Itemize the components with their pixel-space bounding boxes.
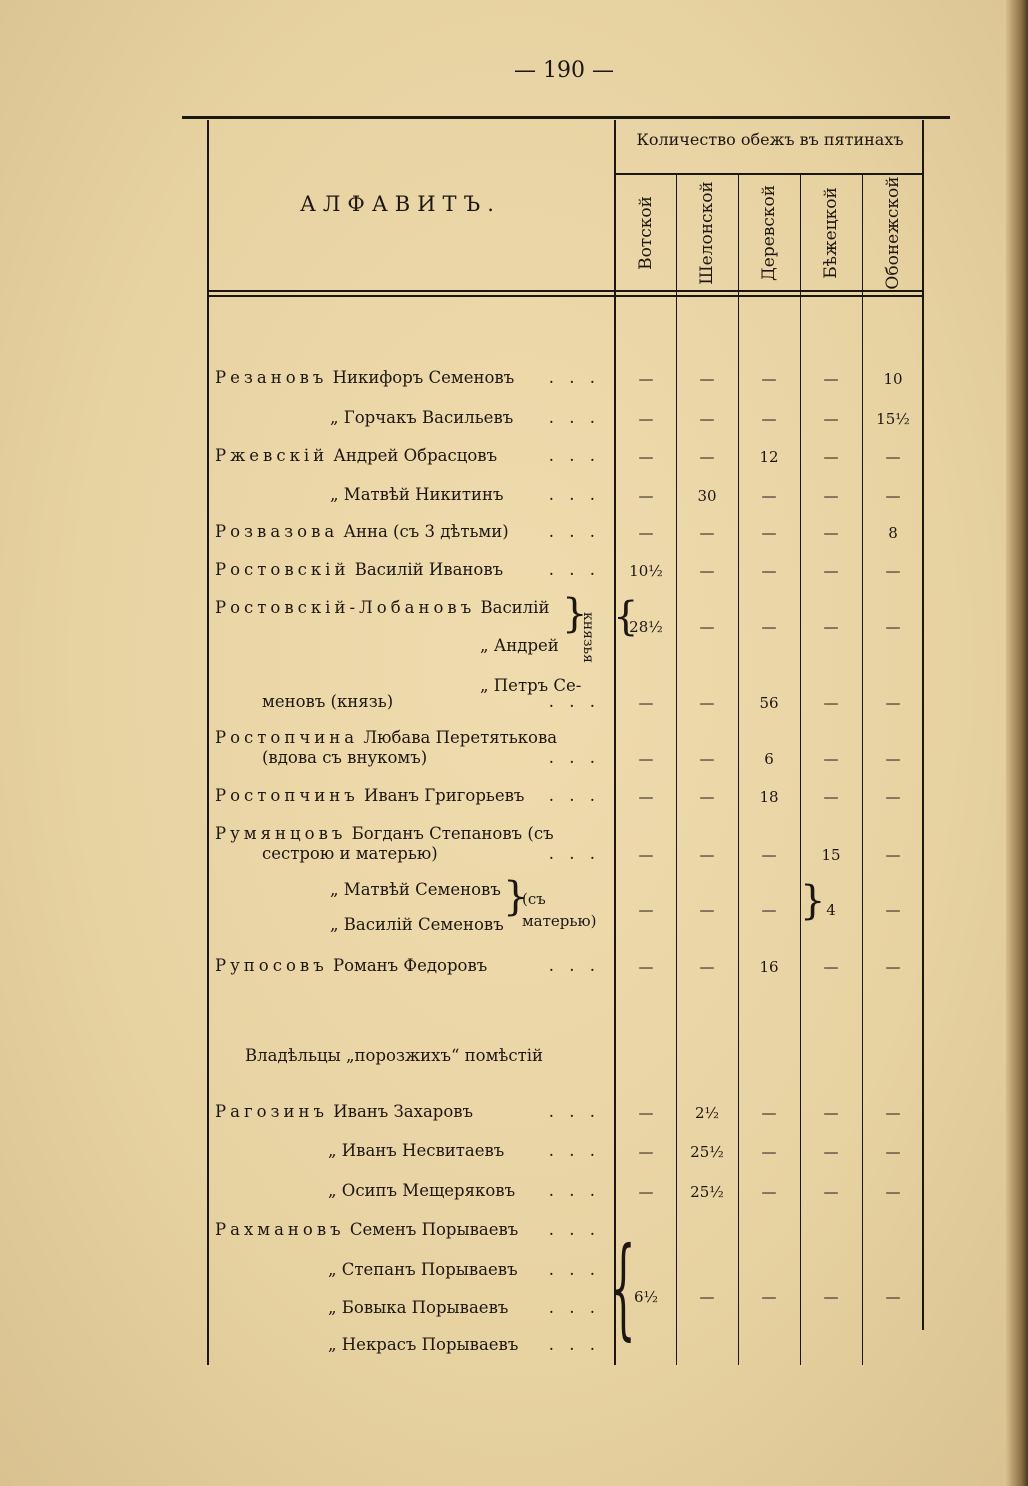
row-name: Ростопчинъ Иванъ Григорьевъ xyxy=(215,786,525,805)
value-cell: — xyxy=(638,846,654,864)
table-title: АЛФАВИТЪ. xyxy=(300,192,501,216)
value-cell: — xyxy=(761,1183,777,1201)
leader-dots: . . . xyxy=(548,560,600,579)
value-cell: — xyxy=(699,524,715,542)
value-cell: — xyxy=(699,694,715,712)
row-name: меновъ (князь) xyxy=(262,692,394,711)
brace-s-materyu: } xyxy=(503,874,529,920)
value-cell: — xyxy=(761,410,777,428)
row-name: „ Андрей xyxy=(480,636,559,655)
value-cell: — xyxy=(761,846,777,864)
group-header: Количество обежъ въ пятинахъ xyxy=(636,130,904,149)
value-cell: 2½ xyxy=(694,1104,720,1122)
value-cell: 8 xyxy=(888,524,898,542)
value-cell: 4 xyxy=(826,901,836,919)
row-name: Резановъ Никифоръ Семеновъ xyxy=(215,368,515,387)
value-cell: 18 xyxy=(759,788,779,806)
value-cell: — xyxy=(699,448,715,466)
value-cell: 6 xyxy=(764,750,774,768)
leader-dots: . . . xyxy=(548,692,600,711)
value-cell: — xyxy=(823,410,839,428)
value-cell: — xyxy=(761,1104,777,1122)
value-cell: — xyxy=(885,846,901,864)
value-cell: — xyxy=(638,410,654,428)
value-cell: — xyxy=(885,1183,901,1201)
value-cell: 6½ xyxy=(633,1288,659,1306)
leader-dots: . . . xyxy=(548,1102,600,1121)
value-cell: — xyxy=(638,487,654,505)
row-name: „ Петръ Се- xyxy=(480,676,582,695)
value-cell: 28½ xyxy=(629,618,663,636)
leader-dots: . . . xyxy=(548,748,600,767)
brace-label-knyazya: князья xyxy=(580,612,596,664)
value-cell: 10½ xyxy=(629,562,663,580)
row-name: „ Матвѣй Семеновъ xyxy=(330,880,501,899)
value-cell: — xyxy=(638,524,654,542)
value-cell: 30 xyxy=(697,487,717,505)
value-cell: — xyxy=(699,750,715,768)
row-name: Румянцовъ Богданъ Степановъ (съ xyxy=(215,824,554,843)
row-name: Ржевскій Андрей Обрасцовъ xyxy=(215,446,498,465)
value-cell: — xyxy=(761,524,777,542)
row-name: „ Василій Семеновъ xyxy=(330,915,504,934)
value-cell: — xyxy=(699,618,715,636)
value-cell: — xyxy=(885,694,901,712)
value-cell: — xyxy=(638,901,654,919)
brace-values-porvaev: { xyxy=(611,1223,636,1351)
value-cell: — xyxy=(638,1183,654,1201)
row-name: Рахмановъ Семенъ Порываевъ xyxy=(215,1220,519,1239)
value-cell: — xyxy=(761,1288,777,1306)
brace-values-s-materyu: } xyxy=(800,878,826,924)
header-bottom-rule-2 xyxy=(207,295,922,297)
value-cell: — xyxy=(885,487,901,505)
leader-dots: . . . xyxy=(548,1220,600,1239)
value-cell: — xyxy=(699,410,715,428)
value-cell: — xyxy=(823,1183,839,1201)
row-name: (вдова съ внукомъ) xyxy=(262,748,428,767)
value-cell: — xyxy=(638,1104,654,1122)
column-header-bezhetskoy: Бѣжецкой xyxy=(821,186,841,279)
value-cell: — xyxy=(638,448,654,466)
value-cell: — xyxy=(885,1143,901,1161)
value-cell: 15½ xyxy=(876,410,910,428)
row-name: „ Некрасъ Порываевъ xyxy=(328,1335,519,1354)
value-cell: — xyxy=(823,370,839,388)
value-cell: — xyxy=(638,694,654,712)
value-cell: — xyxy=(699,788,715,806)
value-cell: — xyxy=(823,1288,839,1306)
value-cell: — xyxy=(823,448,839,466)
value-cell: — xyxy=(638,750,654,768)
table-divider xyxy=(614,120,616,1365)
value-cell: — xyxy=(761,618,777,636)
value-cell: — xyxy=(699,562,715,580)
value-cell: — xyxy=(823,1143,839,1161)
value-cell: 56 xyxy=(759,694,779,712)
value-cell: — xyxy=(823,958,839,976)
column-header-votskoy: Вотской xyxy=(636,195,656,270)
value-cell: — xyxy=(699,370,715,388)
leader-dots: . . . xyxy=(548,522,600,541)
column-header-obonezhskoy: Обонежской xyxy=(883,175,903,290)
value-cell: — xyxy=(885,1104,901,1122)
value-cell: — xyxy=(761,487,777,505)
leader-dots: . . . xyxy=(548,956,600,975)
value-cell: — xyxy=(885,562,901,580)
value-cell: — xyxy=(823,788,839,806)
row-name: „ Бовыка Порываевъ xyxy=(328,1298,509,1317)
value-cell: — xyxy=(823,618,839,636)
row-name: Ростовскій-Лобановъ Василій xyxy=(215,598,550,617)
value-cell: — xyxy=(823,562,839,580)
leader-dots: . . . xyxy=(548,368,600,387)
value-cell: — xyxy=(885,1288,901,1306)
value-cell: — xyxy=(638,788,654,806)
value-cell: — xyxy=(823,1104,839,1122)
value-cell: — xyxy=(638,1143,654,1161)
brace-label-s-materyu: (съ матерью) xyxy=(522,890,597,930)
leader-dots: . . . xyxy=(548,786,600,805)
row-name: Ростовскій Василій Ивановъ xyxy=(215,560,504,579)
row-name: „ Матвѣй Никитинъ xyxy=(330,485,504,504)
leader-dots: . . . xyxy=(548,485,600,504)
leader-dots: . . . xyxy=(548,1335,600,1354)
brace-values-knyazya: { xyxy=(613,594,639,640)
header-bottom-rule xyxy=(207,290,922,292)
value-cell: — xyxy=(761,901,777,919)
value-cell: — xyxy=(638,370,654,388)
value-cell: — xyxy=(885,750,901,768)
leader-dots: . . . xyxy=(548,1141,600,1160)
value-cell: — xyxy=(699,1288,715,1306)
value-cell: — xyxy=(885,618,901,636)
row-name: Розвазова Анна (съ 3 дѣтьми) xyxy=(215,522,509,541)
value-cell: 12 xyxy=(759,448,779,466)
top-rule xyxy=(182,116,950,119)
row-name: Ростопчина Любава Перетятькова xyxy=(215,728,558,747)
leader-dots: . . . xyxy=(548,408,600,427)
value-cell: — xyxy=(761,1143,777,1161)
leader-dots: . . . xyxy=(548,1260,600,1279)
value-cell: — xyxy=(823,694,839,712)
column-header-derevskoy: Деревской xyxy=(759,184,779,281)
leader-dots: . . . xyxy=(548,844,600,863)
value-cell: — xyxy=(761,562,777,580)
row-name: „ Иванъ Несвитаевъ xyxy=(328,1141,505,1160)
column-header-shelonskoy: Шелонской xyxy=(697,180,717,285)
table-left-border xyxy=(207,120,209,1365)
row-name: „ Степанъ Порываевъ xyxy=(328,1260,518,1279)
row-name: „ Горчакъ Васильевъ xyxy=(330,408,514,427)
value-cell: — xyxy=(885,901,901,919)
value-cell: 16 xyxy=(759,958,779,976)
brace-knyazya: } xyxy=(562,591,588,637)
value-cell: 25½ xyxy=(690,1143,724,1161)
value-cell: 15 xyxy=(821,846,841,864)
value-cell: — xyxy=(699,958,715,976)
value-cell: — xyxy=(638,958,654,976)
value-cell: — xyxy=(885,448,901,466)
leader-dots: . . . xyxy=(548,446,600,465)
row-name: „ Осипъ Мещеряковъ xyxy=(328,1181,516,1200)
value-cell: — xyxy=(823,750,839,768)
value-cell: 25½ xyxy=(690,1183,724,1201)
value-cell: — xyxy=(885,958,901,976)
row-name: Рупосовъ Романъ Федоровъ xyxy=(215,956,488,975)
value-cell: 10 xyxy=(883,370,903,388)
value-cell: — xyxy=(823,524,839,542)
leader-dots: . . . xyxy=(548,1298,600,1317)
book-binding xyxy=(1006,0,1028,1486)
value-cell: — xyxy=(699,846,715,864)
value-cell: — xyxy=(761,370,777,388)
row-name: сестрою и матерью) xyxy=(262,844,438,863)
value-cell: — xyxy=(885,788,901,806)
leader-dots: . . . xyxy=(548,1181,600,1200)
row-name: Рагозинъ Иванъ Захаровъ xyxy=(215,1102,474,1121)
section-title: Владѣльцы „порозжихъ“ помѣстій xyxy=(245,1046,543,1065)
page-number: — 190 — xyxy=(514,58,614,83)
value-cell: — xyxy=(699,901,715,919)
value-cell: — xyxy=(823,487,839,505)
